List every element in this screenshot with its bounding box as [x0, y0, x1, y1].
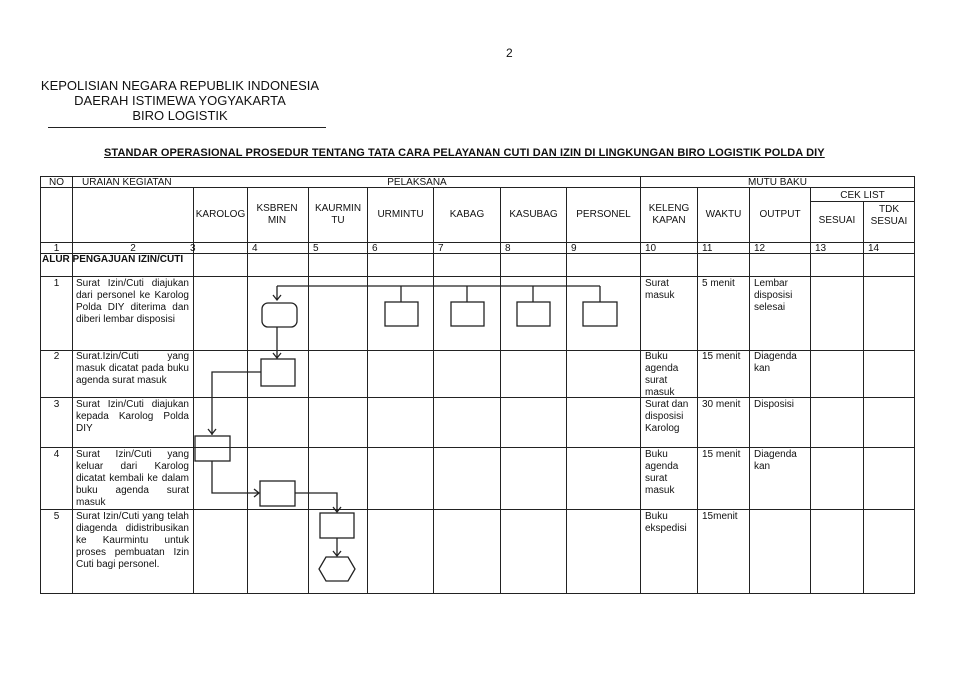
col-number-14: 14: [868, 243, 880, 254]
col-number-4: 4: [252, 243, 258, 254]
row-3-waktu: 30 menit: [702, 399, 741, 410]
col-number-1: 1: [53, 243, 60, 254]
row-4-output: Diagenda kan: [754, 449, 797, 472]
flow-terminator-ksbrenmin: [262, 303, 297, 327]
header-line-3: BIRO LOGISTIK: [132, 108, 228, 123]
col-number-8: 8: [505, 243, 511, 254]
header-kaurmintu: KAURMIN TU: [314, 203, 362, 226]
header-kasubag: KASUBAG: [509, 209, 558, 220]
col-number-6: 6: [372, 243, 378, 254]
col-number-9: 9: [571, 243, 577, 254]
flow-process-urmintu: [385, 302, 418, 326]
row-1-output: Lembar disposisi selesai: [754, 278, 793, 313]
header-line-1: KEPOLISIAN NEGARA REPUBLIK INDONESIA: [40, 78, 320, 93]
row-1-uraian: Surat Izin/Cuti diajukan dari personel ke Karolog Polda DIY diterima dan diberi lembar disposisi: [76, 278, 189, 325]
col-number-13: 13: [815, 243, 827, 254]
row-4-waktu: 15 menit: [702, 449, 741, 460]
header-kelengkapan: KELENG KAPAN: [648, 203, 690, 226]
header-kabag: KABAG: [449, 209, 485, 220]
row-3-uraian: Surat Izin/Cuti diajukan kepada Karolog Polda DIY: [76, 399, 189, 434]
flowchart: [195, 286, 617, 581]
row-4-kelengkapan: Buku agenda surat masuk: [645, 449, 679, 496]
col-number-3: 3: [190, 243, 196, 254]
header-no: NO: [49, 177, 64, 188]
col-number-10: 10: [645, 243, 657, 254]
header-waktu: WAKTU: [705, 209, 742, 220]
row-5-kelengkapan: Buku ekspedisi: [645, 511, 687, 534]
header-pelaksana: PELAKSANA: [387, 177, 447, 188]
row-2-kelengkapan: Buku agenda surat masuk: [645, 351, 679, 398]
document-title: STANDAR OPERASIONAL PROSEDUR TENTANG TATA CARA PELAYANAN CUTI DAN IZIN DI LINGKUNGAN BIRO LOGISTIK POLDA DIY: [104, 147, 825, 159]
row-4-uraian: Surat Izin/Cuti yang keluar dari Karolog dicatat kembali ke dalam buku agenda surat masuk: [76, 449, 189, 508]
row-2-uraian: Surat.Izin/Cuti yang masuk dicatat pada buku agenda surat masuk: [76, 351, 189, 386]
row-5-waktu: 15menit: [702, 511, 738, 522]
row-5-no: 5: [53, 511, 60, 522]
header-sesuai: SESUAI: [818, 215, 856, 226]
row-1-kelengkapan: Surat masuk: [645, 278, 675, 301]
header-tdk-sesuai: TDK SESUAI: [870, 204, 908, 227]
page-number: 2: [506, 46, 513, 60]
flow-process-catat-kembali: [260, 481, 295, 506]
flow-process-karolog: [195, 436, 230, 461]
row-3-kelengkapan: Surat dan disposisi Karolog: [645, 399, 689, 434]
section-alur-pengajuan: ALUR PENGAJUAN IZIN/CUTI: [42, 254, 184, 265]
header-output: OUTPUT: [759, 209, 801, 220]
col-number-5: 5: [313, 243, 319, 254]
row-2-output: Diagenda kan: [754, 351, 797, 374]
row-1-no: 1: [53, 278, 60, 289]
flow-process-kabag: [451, 302, 484, 326]
col-number-2: 2: [130, 243, 136, 254]
header-ksbrenmin: KSBREN MIN: [256, 203, 298, 226]
row-2-no: 2: [53, 351, 60, 362]
row-3-no: 3: [53, 399, 60, 410]
row-2-waktu: 15 menit: [702, 351, 741, 362]
flow-process-kaurmintu: [320, 513, 354, 538]
header-ceklist: CEK LIST: [840, 190, 885, 201]
header-urmintu: URMINTU: [377, 209, 424, 220]
row-3-output: Disposisi: [754, 399, 795, 410]
header-uraian: URAIAN KEGIATAN: [82, 177, 172, 188]
row-1-waktu: 5 menit: [702, 278, 735, 289]
flow-process-kasubag: [517, 302, 550, 326]
col-number-7: 7: [438, 243, 444, 254]
header-line-2: DAERAH ISTIMEWA YOGYAKARTA: [74, 93, 286, 108]
col-number-11: 11: [702, 243, 713, 254]
col-number-12: 12: [754, 243, 766, 254]
flow-process-personel: [583, 302, 617, 326]
header-karolog: KAROLOG: [195, 209, 246, 220]
header-mutu-baku: MUTU BAKU: [748, 177, 807, 188]
header-personel: PERSONEL: [576, 209, 631, 220]
row-4-no: 4: [53, 449, 60, 460]
row-5-uraian: Surat Izin/Cuti yang telah diagenda didistribusikan ke Kaurmintu untuk proses pembuatan Izin Cuti bagi personel.: [76, 511, 189, 570]
flow-end-hexagon: [319, 557, 355, 581]
flow-process-agenda: [261, 359, 295, 386]
